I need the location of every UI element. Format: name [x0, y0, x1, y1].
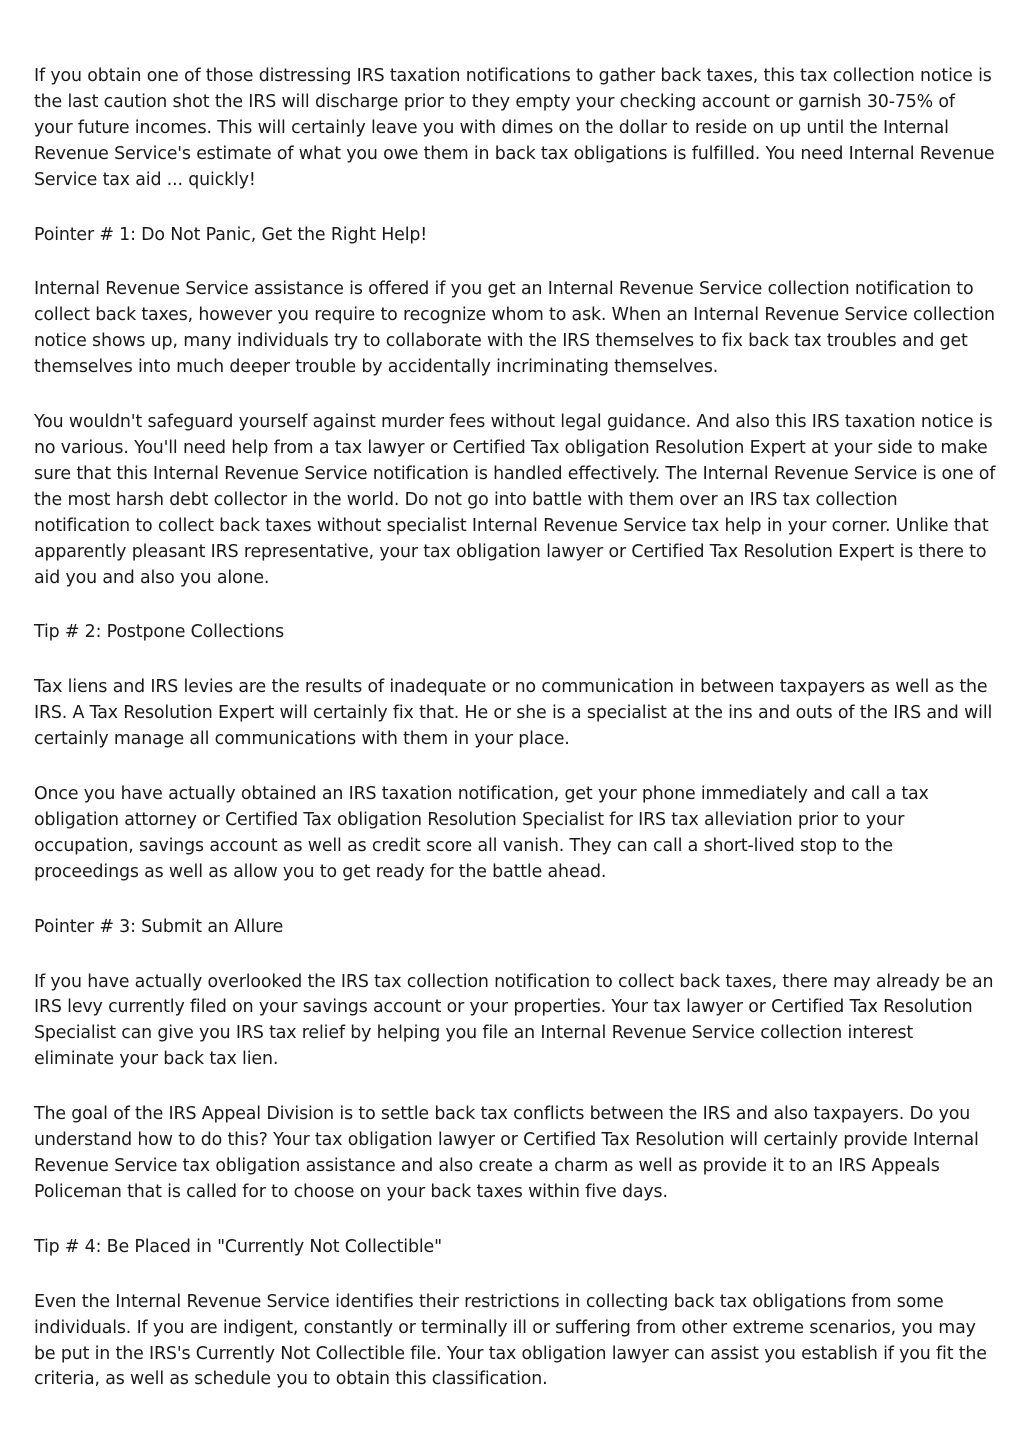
heading-tip-4: Tip # 4: Be Placed in "Currently Not Collectible" [34, 1236, 442, 1257]
document-body [34, 64, 996, 1422]
paragraph-legal-guidance: You wouldn't safeguard yourself against murder fees without legal guidance. And also this IRS taxation notice is no various. You'll need help from a tax lawyer or Certified Tax obligation Resolution Expert at your side to make sure that this Internal Revenue Service notification is handled effectively. The Internal Revenue Service is one of the most harsh debt collector in the world. Do not go into battle with them over an IRS tax collection notification to collect back taxes without specialist Internal Revenue Service tax help in your corner. Unlike that apparently pleasant IRS representative, your tax obligation lawyer or Certified Tax Resolution Expert is there to aid you and also you alone. [34, 412, 996, 588]
paragraph-appeal-division: The goal of the IRS Appeal Division is to settle back tax conflicts between the IRS and also taxpayers. Do you understand how to do this? Your tax obligation lawyer or Certified Tax Resolution will certainly provide Internal Revenue Service tax obligation assistance and also create a charm as well as provide it to an IRS Appeals Policeman that is called for to choose on your back taxes within five days. [34, 1104, 979, 1202]
heading-pointer-3: Pointer # 3: Submit an Allure [34, 916, 284, 937]
heading-tip-2: Tip # 2: Postpone Collections [34, 622, 285, 643]
paragraph-tax-liens: Tax liens and IRS levies are the results of inadequate or no communication in between taxpayers as well as the IRS. A Tax Resolution Expert will certainly fix that. He or she is a specialist at the ins and outs of the IRS and will certainly manage all communications with them in your place. [34, 677, 993, 750]
paragraph-irs-assistance: Internal Revenue Service assistance is offered if you get an Internal Revenue Service collection notification to collect back taxes, however you require to recognize whom to ask. When an Internal Revenue Service collection notice shows up, many individuals try to collaborate with the IRS themselves to fix back tax troubles and get themselves into much deeper trouble by accidentally incriminating themselves. [34, 279, 995, 378]
paragraph-call-attorney: Once you have actually obtained an IRS taxation notification, get your phone immediately and call a tax obligation attorney or Certified Tax obligation Resolution Specialist for IRS tax alleviation prior to your occupation, savings account as well as credit score all vanish. They can call a short-lived stop to the proceedings as well as allow you to get ready for the battle ahead. [34, 784, 929, 882]
paragraph-not-collectible: Even the Internal Revenue Service identifies their restrictions in collecting back tax obligations from some individuals. If you are indigent, constantly or terminally ill or suffering from other extreme scenarios, you may be put in the IRS's Currently Not Collectible file. Your tax obligation lawyer can assist you establish if you fit the criteria, as well as schedule you to obtain this classification. [34, 1291, 987, 1390]
heading-pointer-1: Pointer # 1: Do Not Panic, Get the Right Help! [34, 224, 428, 245]
paragraph-intro: If you obtain one of those distressing IRS taxation notifications to gather back taxes, this tax collection notice is the last caution shot the IRS will discharge prior to they empty your checking account or garnish 30-75% of your future incomes. This will certainly leave you with dimes on the dollar to reside on up until the Internal Revenue Service's estimate of what you owe them in back tax obligations is fulfilled. You need Internal Revenue Service tax aid ... quickly! [34, 66, 995, 190]
paragraph-irs-levy: If you have actually overlooked the IRS tax collection notification to collect back taxes, there may already be an IRS levy currently filed on your savings account or your properties. Your tax lawyer or Certified Tax Resolution Specialist can give you IRS tax relief by helping you file an Internal Revenue Service collection interest eliminate your back tax lien. [34, 971, 994, 1070]
